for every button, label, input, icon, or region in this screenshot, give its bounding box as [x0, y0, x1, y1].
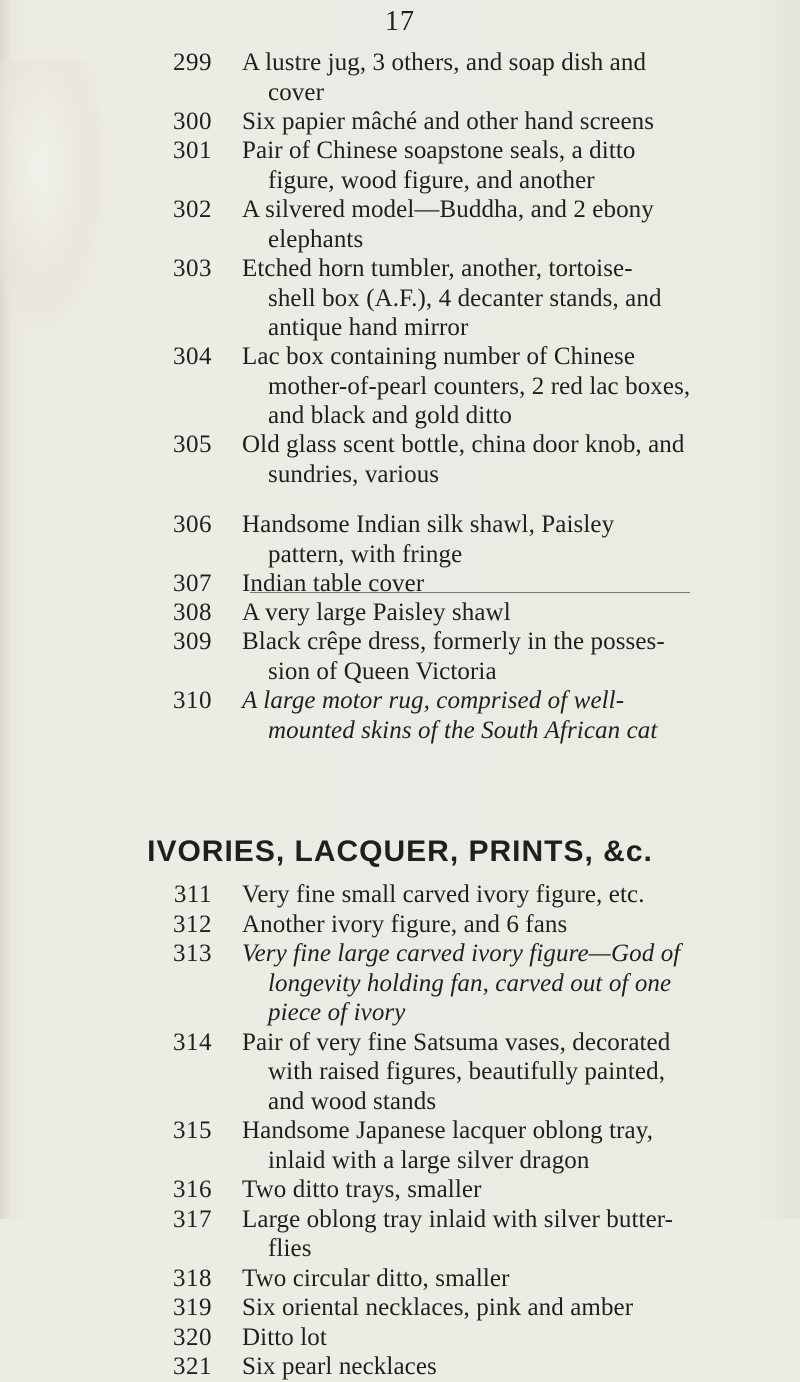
- lot-description: [242, 48, 712, 107]
- lot-description: [242, 1028, 712, 1117]
- lot-description: [242, 107, 712, 137]
- lot-number: 299: [173, 49, 212, 76]
- lot-description: [242, 136, 712, 195]
- lot-description: [242, 195, 712, 254]
- lot-number: 318: [173, 1264, 212, 1292]
- lot-description: [242, 939, 712, 1028]
- lot-number: 319: [173, 1294, 212, 1321]
- lot-line: Another ivory figure, and 6 fans: [242, 910, 568, 938]
- lot-line: Very fine large carved ivory figure—God of: [242, 940, 681, 967]
- lot-number: 310: [173, 687, 212, 714]
- lot-number: 302: [173, 196, 212, 223]
- lot-line: Pair of very fine Satsuma vases, decorated: [242, 1028, 671, 1056]
- lot-description: [242, 1175, 712, 1205]
- lot-description: [242, 342, 712, 431]
- lot-number: 301: [173, 137, 212, 164]
- lot-number: 304: [173, 343, 212, 370]
- lot-description: [242, 686, 712, 745]
- lot-line: Lac box containing number of Chinese: [242, 343, 636, 370]
- lot-description: [242, 880, 712, 910]
- lot-line: figure, wood figure, and another: [268, 166, 595, 194]
- lot-line: Etched horn tumbler, another, tortoise-: [242, 255, 633, 282]
- lot-number: 306: [173, 511, 212, 538]
- lot-number: 316: [173, 1176, 212, 1203]
- lot-line: pattern, with fringe: [268, 540, 463, 568]
- lot-line: with raised figures, beautifully painted,: [268, 1058, 666, 1085]
- lot-line: A silvered model—Buddha, and 2 ebony: [242, 196, 654, 223]
- lot-description: [242, 627, 712, 686]
- lot-line: Large oblong tray inlaid with silver butter-: [242, 1205, 674, 1233]
- paper-stain: [0, 60, 105, 330]
- lot-description: [242, 1323, 712, 1353]
- lot-line: mother-of-pearl counters, 2 red lac boxes,: [268, 372, 691, 400]
- lot-number: 321: [173, 1353, 212, 1380]
- lot-line: Handsome Japanese lacquer oblong tray,: [242, 1117, 654, 1144]
- lot-number: 303: [173, 255, 212, 282]
- lot-line: Handsome Indian silk shawl, Paisley: [242, 511, 615, 538]
- lot-description: [242, 1264, 712, 1294]
- lot-line: and wood stands: [268, 1087, 437, 1115]
- lot-line: Black crêpe dress, formerly in the posses-: [242, 628, 665, 655]
- lot-description: [242, 569, 712, 599]
- lot-line: antique hand mirror: [268, 314, 469, 341]
- lot-line: Pair of Chinese soapstone seals, a ditto: [242, 137, 636, 164]
- lot-line: Six papier mâché and other hand screens: [242, 108, 655, 135]
- lot-line: A lustre jug, 3 others, and soap dish and: [242, 49, 647, 76]
- lot-number: 308: [173, 599, 212, 626]
- section-heading: IVORIES, LACQUER, PRINTS, &c.: [147, 835, 653, 868]
- lot-description: [242, 1116, 712, 1175]
- lot-line: A large motor rug, comprised of well-: [242, 687, 625, 714]
- lot-line: Two circular ditto, smaller: [242, 1264, 510, 1292]
- lot-number: 313: [173, 940, 212, 967]
- lot-line: Six oriental necklaces, pink and amber: [242, 1294, 634, 1321]
- page-number: 17: [385, 6, 415, 37]
- lot-line: Ditto lot: [242, 1323, 327, 1351]
- lot-description: [242, 1352, 712, 1382]
- lot-number: 309: [173, 628, 212, 655]
- lot-number: 317: [173, 1205, 212, 1233]
- lot-number: 307: [173, 570, 212, 597]
- lot-description: [242, 510, 712, 569]
- lot-line: Very fine small carved ivory figure, etc.: [242, 881, 645, 908]
- lot-line: shell box (A.F.), 4 decanter stands, and: [268, 284, 662, 312]
- lot-number: 314: [173, 1028, 212, 1056]
- lot-line: longevity holding fan, carved out of one: [268, 969, 672, 997]
- lot-line: inlaid with a large silver dragon: [268, 1146, 590, 1174]
- lot-line: Six pearl necklaces: [242, 1353, 437, 1380]
- lot-line: cover: [268, 78, 325, 106]
- lot-line: Two ditto trays, smaller: [242, 1176, 482, 1203]
- lot-line: sundries, various: [268, 460, 440, 488]
- lot-line: piece of ivory: [268, 999, 406, 1026]
- lot-number: 315: [173, 1117, 212, 1144]
- lot-number: 300: [173, 108, 212, 135]
- lot-description: [242, 1293, 712, 1323]
- lot-line: flies: [268, 1235, 312, 1262]
- lot-line: mounted skins of the South African cat: [268, 716, 658, 744]
- lot-description: [242, 910, 712, 940]
- lot-description: [242, 254, 712, 343]
- lot-number: 305: [173, 431, 212, 458]
- lot-number: 312: [173, 910, 212, 938]
- lot-line: Old glass scent bottle, china door knob, and: [242, 431, 685, 458]
- lot-line: A very large Paisley shawl: [242, 599, 511, 626]
- lot-description: [242, 430, 712, 489]
- lot-line: sion of Queen Victoria: [268, 657, 497, 685]
- lot-line: and black and gold ditto: [268, 402, 513, 429]
- lot-number: 320: [173, 1323, 212, 1351]
- lot-line: Indian table cover: [242, 570, 425, 597]
- lot-description: [242, 598, 712, 628]
- lot-description: [242, 1205, 712, 1264]
- lot-number: 311: [173, 881, 212, 908]
- lot-line: elephants: [268, 225, 364, 253]
